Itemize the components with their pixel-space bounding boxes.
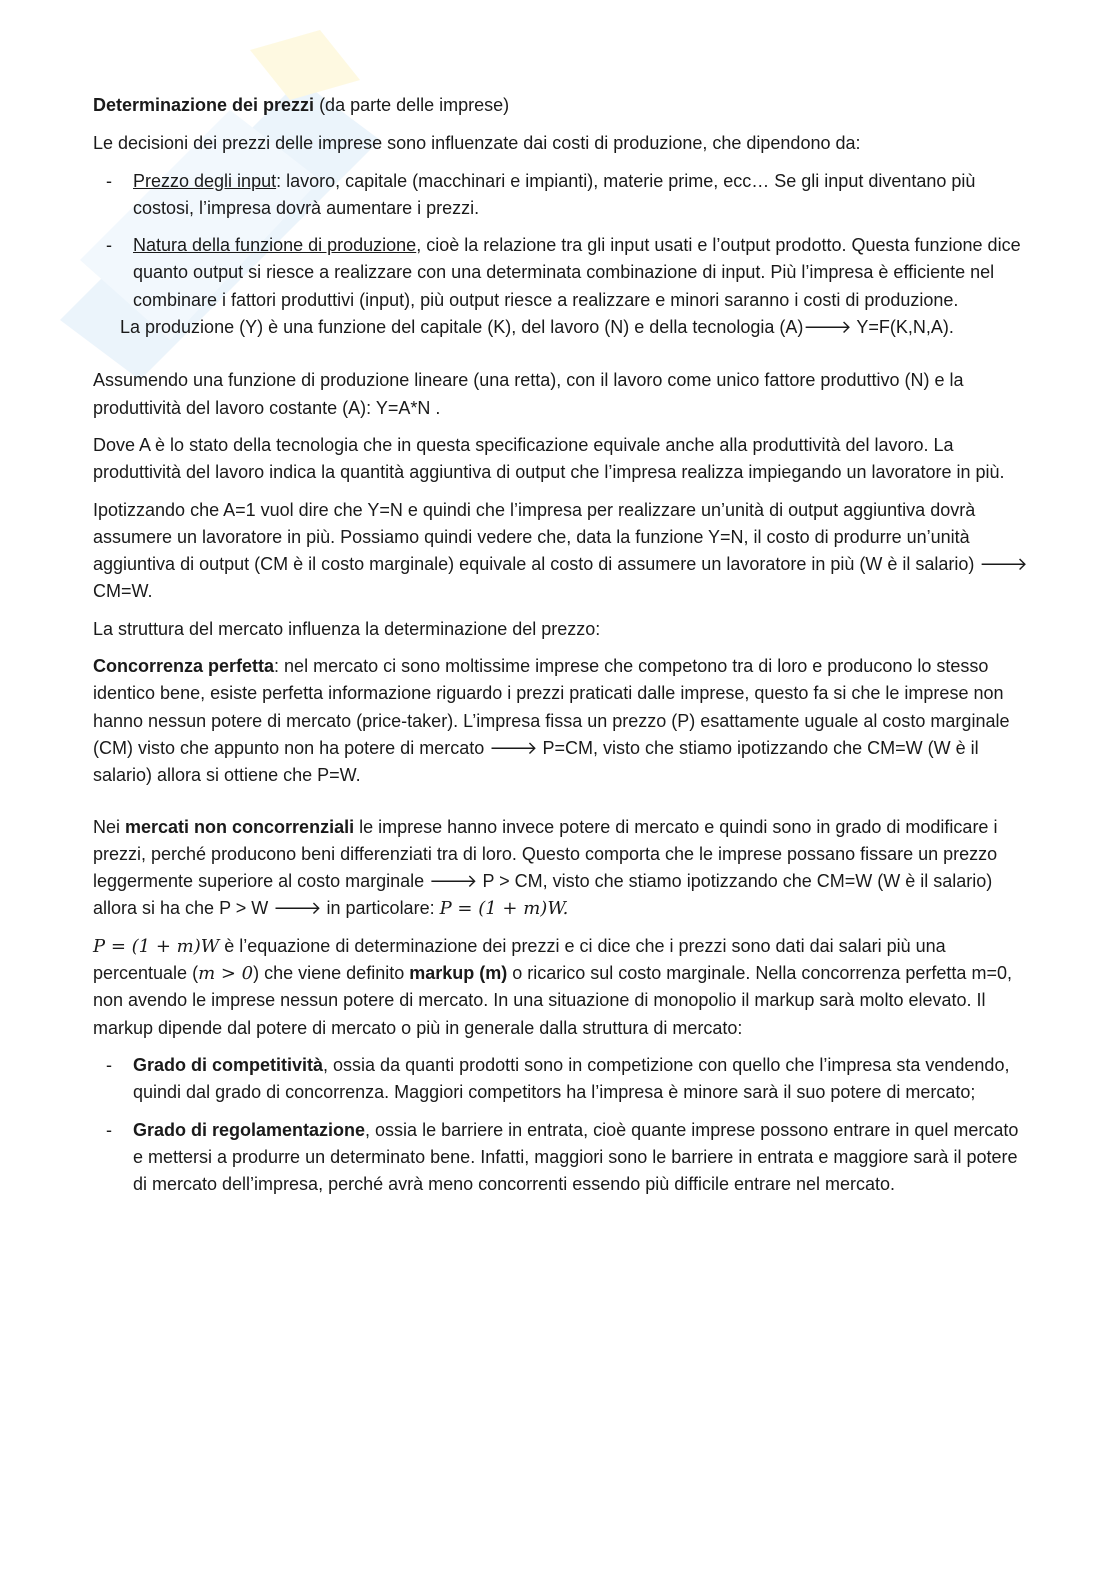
dash-marker: - (106, 235, 112, 256)
assumption-paragraph: Ipotizzando che A=1 vuol dire che Y=N e quindi che l’impresa per realizzare un’unità di output aggiuntiva dovrà assumere un lavoratore in più. Possiamo quindi vedere che, data la funzione Y=N, il costo di produrre un’unità aggiuntiva di output (CM è il costo marginale) equivale al costo di assumere un lavoratore in più (W è il salario) 🡒 CM=W. (93, 499, 1028, 602)
markup-factors-list (93, 1052, 1028, 1198)
input-price-term: Prezzo degli input (133, 170, 277, 191)
dash-marker: - (106, 1054, 112, 1075)
document-page (93, 92, 1028, 1208)
intro-paragraph: Le decisioni dei prezzi delle imprese sono influenzate dai costi di produzione, che dipendono da: (93, 133, 861, 154)
price-equation: P = (1 + m)W (93, 935, 220, 957)
page-title: Determinazione dei prezzi (da parte delle imprese) (93, 95, 510, 115)
markup-paragraph: P = (1 + m)W è l’equazione di determinazione dei prezzi e ci dice che i prezzi sono dati dai salari più una percentuale (m > 0) che viene definito markup (m) o ricarico sul costo marginale. Nella concorrenza perfetta m=0, non avendo le imprese nessun potere di mercato. In una situazione di monopolio il markup sarà molto elevato. Il markup dipende dal potere di mercato o più in generale dalla struttura di mercato: (93, 935, 1012, 1038)
technology-paragraph: Dove A è lo stato della tecnologia che in questa specificazione equivale anche alla produttività del lavoro. La produttività del lavoro indica la quantità aggiuntiva di output che l’impresa realizza impiegando un lavoratore in più. (93, 434, 1005, 483)
perfect-competition-paragraph: Concorrenza perfetta: nel mercato ci sono moltissime imprese che competono tra di loro e producono lo stesso identico bene, esiste perfetta informazione riguardo i prezzi praticati dalle imprese, questo fa si che le imprese non hanno nessun potere di mercato (price-taker). L’impresa fissa un prezzo (P) esattamente uguale al costo marginale (CM) visto che appunto non ha potere di mercato 🡒 P=CM, visto che stiamo ipotizzando che CM=W (W è il salario) allora si ottiene che P=W. (93, 656, 1010, 786)
list-item: - Prezzo degli input: lavoro, capitale (macchinari e impianti), materie prime, ecc… Se gli input diventano più costosi, l’impresa dovrà aumentare i prezzi. (93, 168, 1028, 223)
price-formula: P = (1 + m)W. (439, 898, 569, 920)
production-function-line: La produzione (Y) è una funzione del capitale (K), del lavoro (N) e della tecnologia (A)🡒 Y=F(K,N,A). (120, 317, 954, 338)
list-item: - Grado di regolamentazione, ossia le barriere in entrata, cioè quante imprese possono entrare in quel mercato e mettersi a produrre un determinato bene. Infatti, maggiori sono le barriere in entrata e maggiore sarà il potere di mercato dell’impresa, perché avrà meno concorrenti essendo più difficile entrare nel mercato. (93, 1117, 1028, 1199)
cost-factors-list (93, 168, 1028, 314)
production-function-term: Natura della funzione di produzione (133, 235, 417, 256)
dash-marker: - (106, 1119, 112, 1140)
linear-function-paragraph: Assumendo una funzione di produzione lineare (una retta), con il lavoro come unico fattore produttivo (N) e la produttività del lavoro costante (A): Y=A*N . (93, 370, 964, 418)
list-item: - Grado di competitività, ossia da quanti prodotti sono in competizione con quello che l’impresa sta vendendo, quindi dal grado di concorrenza. Maggiori competitors ha l’impresa è minore sarà il suo potere di mercato; (93, 1052, 1028, 1107)
dash-marker: - (106, 170, 112, 191)
market-structure-paragraph: La struttura del mercato influenza la determinazione del prezzo: (93, 618, 601, 639)
non-competitive-paragraph: Nei mercati non concorrenziali le imprese hanno invece potere di mercato e quindi sono in grado di modificare i prezzi, perché producono beni differenziati tra di loro. Questo comporta che le imprese possano fissare un prezzo leggermente superiore al costo marginale 🡒 P > CM, visto che stiamo ipotizzando che CM=W (W è il salario) allora si ha che P > W 🡒 in particolare: P = (1 + m)W. (93, 816, 998, 920)
list-item: - Natura della funzione di produzione, cioè la relazione tra gli input usati e l’output prodotto. Questa funzione dice quanto output si riesce a realizzare con una determinata combinazione di input. Più l’impresa è efficiente nel combinare i fattori produttivi (input), più output riesce a realizzare e minori saranno i costi di produzione. (93, 232, 1028, 314)
